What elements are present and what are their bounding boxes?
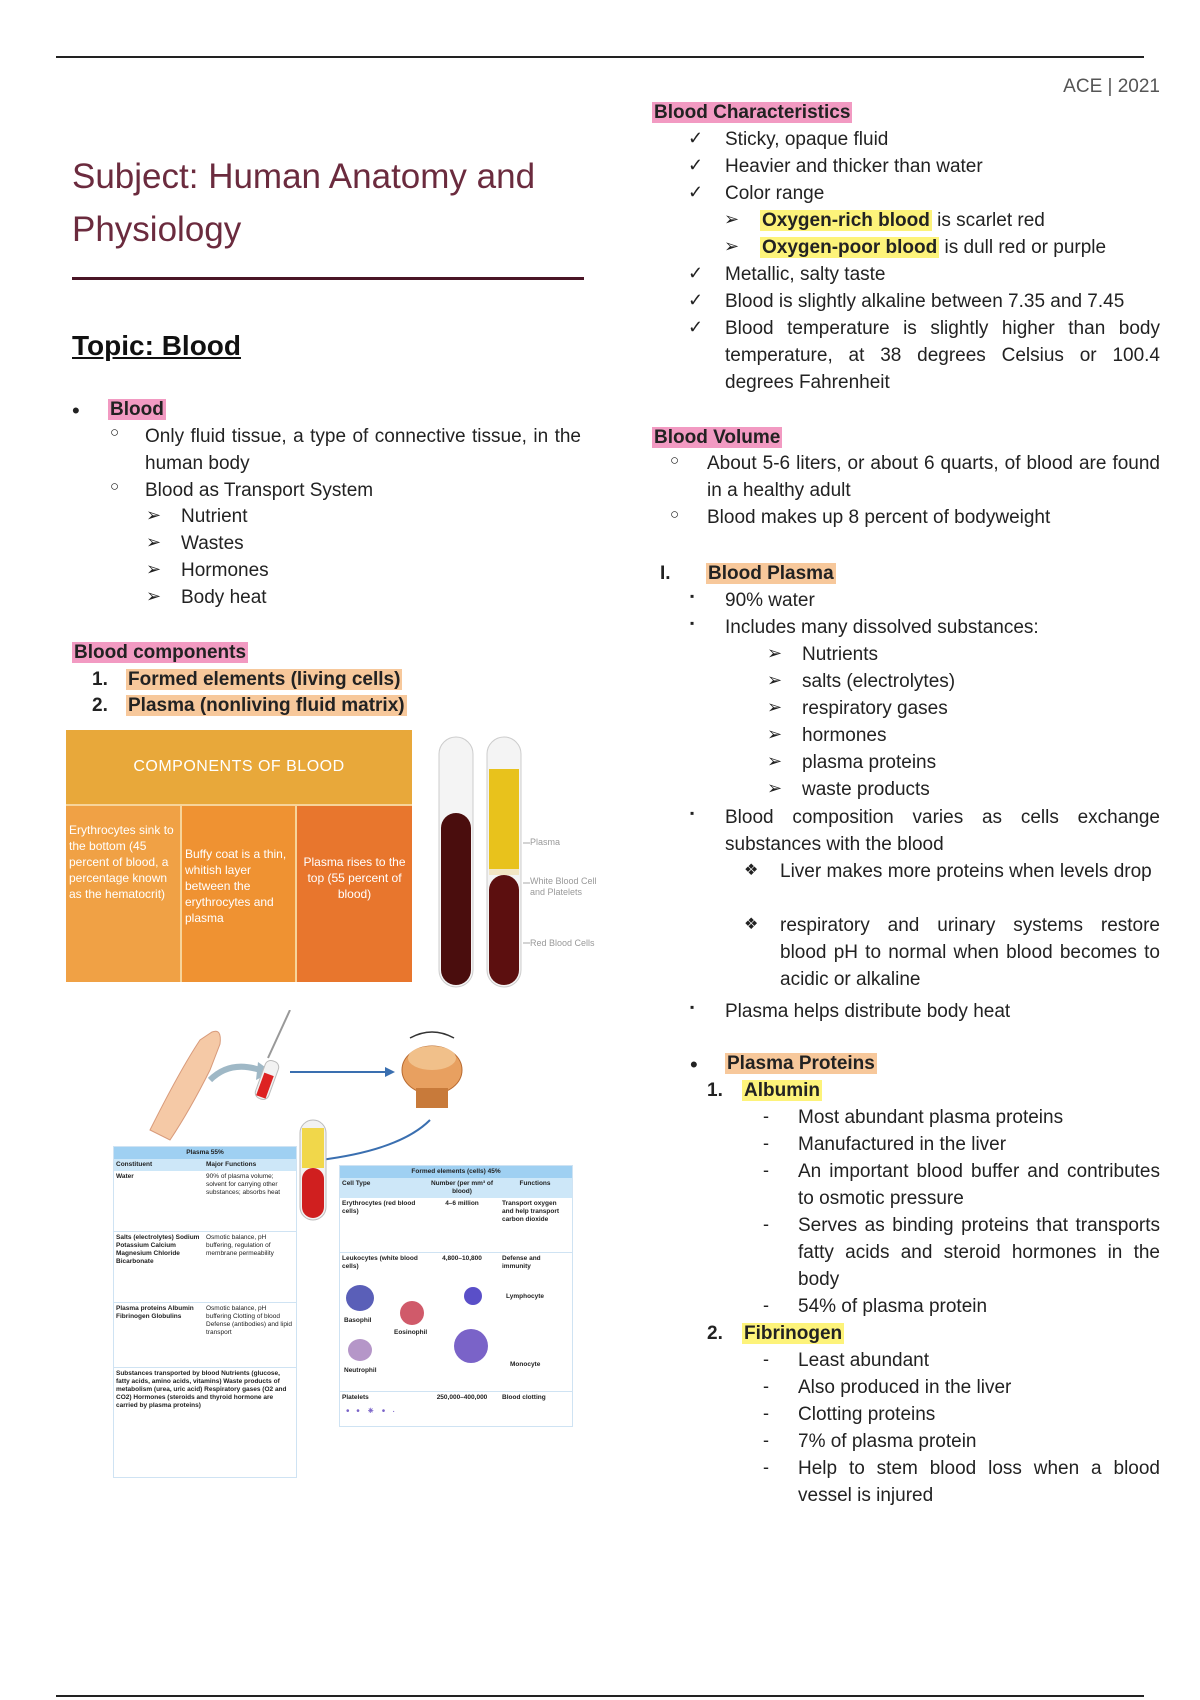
check-icon: ✓	[688, 290, 704, 310]
arrow-bullet-icon: ➢	[146, 559, 162, 579]
table-cell: Salts (electrolytes) Sodium Potassium Calcium Magnesium Chloride Bicarbonate	[116, 1234, 200, 1265]
lymphocyte-label: Lymphocyte	[506, 1293, 545, 1300]
basophil-cell-icon	[346, 1285, 374, 1311]
heat-item: Plasma helps distribute body heat	[725, 1001, 1011, 1022]
color-range-item: Oxygen-rich blood is scarlet red	[762, 210, 1045, 231]
arrow-bullet-icon: ➢	[767, 724, 783, 744]
arrow-bullet-icon: ➢	[767, 778, 783, 798]
characteristic-item: Blood is slightly alkaline between 7.35 and 7.45	[725, 291, 1125, 312]
characteristic-item: Metallic, salty taste	[725, 264, 886, 285]
check-icon: ✓	[688, 155, 704, 175]
check-icon: ✓	[688, 128, 704, 148]
plasma-proteins-heading: Plasma Proteins	[727, 1053, 875, 1074]
characteristic-item: Heavier and thicker than water	[725, 156, 983, 177]
eosinophil-label: Eosinophil	[394, 1329, 428, 1336]
blood-heading: Blood	[110, 399, 164, 420]
monocyte-cell-icon	[454, 1329, 488, 1363]
transport-item: Body heat	[181, 587, 267, 608]
figure-cell-erythrocytes: Erythrocytes sink to the bottom (45 percent of blood, a percentage known as the hematocrit)	[66, 804, 182, 982]
plasma-item: 90% water	[725, 590, 815, 611]
blood-item-1: Only fluid tissue, a type of connective tissue, in the human body	[145, 426, 581, 474]
albumin-item: Most abundant plasma proteins	[798, 1107, 1064, 1128]
transport-item: Wastes	[181, 533, 244, 554]
table-cell: Platelets	[342, 1394, 369, 1401]
dash-bullet-icon: -	[763, 1457, 769, 1477]
albumin-item: Serves as binding proteins that transports fatty acids and steroid hormones in the body	[798, 1215, 1160, 1290]
albumin-item: An important blood buffer and contributes to osmotic pressure	[798, 1161, 1160, 1209]
dissolved-item: hormones	[802, 725, 887, 746]
bottom-rule	[56, 1695, 1144, 1697]
dissolved-item: waste products	[802, 779, 930, 800]
fibrinogen-item: Least abundant	[798, 1350, 930, 1371]
figure-cell-buffy: Buffy coat is a thin, whitish layer between the erythrocytes and plasma	[182, 804, 297, 982]
plasma-number: I.	[660, 563, 671, 584]
check-icon: ✓	[688, 182, 704, 202]
table-cell: Substances transported by blood Nutrients (glucose, fatty acids, amino acids, vitamins) Waste products of metabolism (urea, uric acid) Respiratory gases (O2 and CO2) Hormones (steroids and thyroid hormone are carried by plasma proteins)	[116, 1370, 287, 1409]
dash-bullet-icon: -	[763, 1403, 769, 1423]
lymphocyte-cell-icon	[464, 1287, 482, 1305]
table-cell: 250,000–400,000	[436, 1394, 488, 1401]
albumin-item: 54% of plasma protein	[798, 1296, 988, 1317]
characteristic-item: Sticky, opaque fluid	[725, 129, 889, 150]
dash-bullet-icon: -	[763, 1295, 769, 1315]
characteristics-heading: Blood Characteristics	[654, 102, 851, 123]
circle-bullet-icon: ○	[670, 452, 680, 469]
square-bullet-icon: ▪	[690, 806, 695, 820]
table-cell: Erythrocytes (red blood cells)	[342, 1200, 416, 1215]
dissolved-item: plasma proteins	[802, 752, 937, 773]
topic-title: Topic: Blood	[72, 330, 241, 361]
header-year: ACE | 2021	[1063, 76, 1160, 97]
arrow-bullet-icon: ➢	[146, 505, 162, 525]
components-of-blood-figure	[66, 730, 412, 982]
arrow-bullet-icon: ➢	[767, 697, 783, 717]
subject-title: Subject: Human Anatomy and Physiology	[72, 157, 536, 249]
square-bullet-icon: ▪	[690, 616, 695, 630]
square-bullet-icon: ▪	[690, 589, 695, 603]
circle-bullet-icon: ○	[110, 478, 120, 495]
blood-tubes-image	[425, 733, 600, 995]
square-bullet-icon: ▪	[690, 1000, 695, 1014]
bullet-dot-icon: •	[72, 398, 80, 423]
table-cell: 4–6 million	[445, 1200, 479, 1207]
table-cell: Water	[116, 1173, 134, 1180]
table-cell: Osmotic balance, pH buffering Clotting of blood Defense (antibodies) and lipid transport	[206, 1305, 292, 1336]
plasma-table-title: Plasma 55%	[114, 1147, 296, 1159]
albumin-item: Manufactured in the liver	[798, 1134, 1007, 1155]
volume-item: Blood makes up 8 percent of bodyweight	[707, 507, 1051, 528]
top-rule	[56, 56, 1144, 58]
table-cell: Plasma proteins Albumin Fibrinogen Globulins	[116, 1305, 194, 1320]
plasma-table	[113, 1146, 297, 1478]
component-item-1: Formed elements (living cells)	[128, 669, 401, 690]
table-cell: Defense and immunity	[502, 1255, 541, 1270]
formed-table-header	[340, 1178, 572, 1198]
fibrinogen-heading: Fibrinogen	[744, 1323, 843, 1344]
component-number: 1.	[92, 669, 108, 690]
fibrinogen-item: 7% of plasma protein	[798, 1431, 977, 1452]
separated-blood-tube	[298, 1118, 328, 1222]
volume-item: About 5-6 liters, or about 6 quarts, of blood are found in a healthy adult	[707, 453, 1160, 501]
dash-bullet-icon: -	[763, 1349, 769, 1369]
table-cell: Osmotic balance, pH buffering, regulation of membrane permeability	[206, 1234, 274, 1257]
fibrinogen-number: 2.	[707, 1323, 723, 1344]
table-row	[114, 1303, 296, 1368]
formed-table-title: Formed elements (cells) 45%	[340, 1166, 572, 1178]
check-icon: ✓	[688, 263, 704, 283]
dash-bullet-icon: -	[763, 1160, 769, 1180]
circle-bullet-icon: ○	[670, 506, 680, 523]
table-cell: 90% of plasma volume; solvent for carrying other substances; absorbs heat	[206, 1173, 281, 1196]
table-cell: Leukocytes (white blood cells)	[342, 1255, 418, 1270]
formed-col-type: Cell Type	[342, 1180, 371, 1187]
component-item-2: Plasma (nonliving fluid matrix)	[128, 695, 405, 716]
components-heading: Blood components	[74, 642, 247, 663]
plasma-col-constituent: Constituent	[116, 1161, 153, 1168]
platelets-icon: • • ⁕ • ·	[346, 1406, 398, 1417]
formed-col-number: Number (per mm³ of blood)	[430, 1180, 494, 1195]
plasma-table-header	[114, 1159, 296, 1171]
neutrophil-label: Neutrophil	[344, 1367, 377, 1374]
transport-item: Hormones	[181, 560, 269, 581]
check-icon: ✓	[688, 317, 704, 337]
formed-elements-table	[339, 1165, 573, 1427]
arrow-bullet-icon: ➢	[146, 532, 162, 552]
dash-bullet-icon: -	[763, 1214, 769, 1234]
table-cell: Blood clotting	[502, 1394, 546, 1401]
plasma-col-functions: Major Functions	[206, 1161, 257, 1168]
albumin-heading: Albumin	[744, 1080, 820, 1101]
tube-label-wbc: White Blood Cell and Platelets	[530, 876, 597, 897]
table-row	[114, 1171, 296, 1232]
arrow-bullet-icon: ➢	[767, 751, 783, 771]
composition-item: Blood composition varies as cells exchange substances with the blood	[725, 807, 1160, 855]
arrow-bullet-icon: ➢	[724, 236, 740, 256]
fibrinogen-item: Clotting proteins	[798, 1404, 936, 1425]
basophil-label: Basophil	[344, 1317, 372, 1324]
component-number: 2.	[92, 695, 108, 716]
composition-subitem: Liver makes more proteins when levels drop	[780, 861, 1152, 882]
monocyte-label: Monocyte	[510, 1361, 541, 1368]
blood-item-2: Blood as Transport System	[145, 480, 374, 501]
characteristic-item: Blood temperature is slightly higher than body temperature, at 38 degrees Celsius or 100.4 degrees Fahrenheit	[725, 318, 1160, 393]
table-row	[340, 1253, 572, 1281]
volume-heading: Blood Volume	[654, 427, 781, 448]
table-row	[340, 1392, 572, 1426]
neutrophil-cell-icon	[348, 1339, 372, 1361]
title-divider	[72, 277, 584, 280]
figure-title: COMPONENTS OF BLOOD	[133, 758, 345, 775]
arrow-bullet-icon: ➢	[724, 209, 740, 229]
arrow-bullet-icon: ➢	[767, 643, 783, 663]
transport-item: Nutrient	[181, 506, 248, 527]
circle-bullet-icon: ○	[110, 424, 120, 441]
dissolved-item: Nutrients	[802, 644, 879, 665]
arrow-bullet-icon: ➢	[767, 670, 783, 690]
dash-bullet-icon: -	[763, 1133, 769, 1153]
table-row	[340, 1198, 572, 1253]
composition-subitem: respiratory and urinary systems restore blood pH to normal when blood becomes to acidic or alkaline	[780, 915, 1160, 990]
arrow-bullet-icon: ➢	[146, 586, 162, 606]
color-range-item: Oxygen-poor blood is dull red or purple	[762, 237, 1107, 258]
diamond-bullet-icon: ❖	[744, 862, 759, 879]
dash-bullet-icon: -	[763, 1106, 769, 1126]
table-cell: 4,800–10,800	[442, 1255, 482, 1262]
characteristic-item: Color range	[725, 183, 825, 204]
table-row	[114, 1368, 296, 1412]
tube-label-plasma: Plasma	[530, 837, 561, 847]
dash-bullet-icon: -	[763, 1430, 769, 1450]
table-cell: Transport oxygen and help transport carbon dioxide	[502, 1200, 560, 1223]
bullet-dot-icon: •	[690, 1052, 698, 1077]
dash-bullet-icon: -	[763, 1376, 769, 1396]
figure-cell-plasma: Plasma rises to the top (55 percent of blood)	[297, 804, 412, 982]
white-cells-illustration	[340, 1281, 572, 1392]
dissolved-item: respiratory gases	[802, 698, 948, 719]
albumin-number: 1.	[707, 1080, 723, 1101]
plasma-item: Includes many dissolved substances:	[725, 617, 1039, 638]
table-row	[114, 1232, 296, 1303]
fibrinogen-item: Help to stem blood loss when a blood vessel is injured	[798, 1458, 1160, 1506]
diamond-bullet-icon: ❖	[744, 916, 759, 933]
tube-label-rbc: Red Blood Cells	[530, 938, 595, 948]
formed-col-functions: Functions	[519, 1180, 551, 1187]
dissolved-item: salts (electrolytes)	[802, 671, 956, 692]
fibrinogen-item: Also produced in the liver	[798, 1377, 1012, 1398]
eosinophil-cell-icon	[400, 1301, 424, 1325]
plasma-heading: Blood Plasma	[708, 563, 834, 584]
